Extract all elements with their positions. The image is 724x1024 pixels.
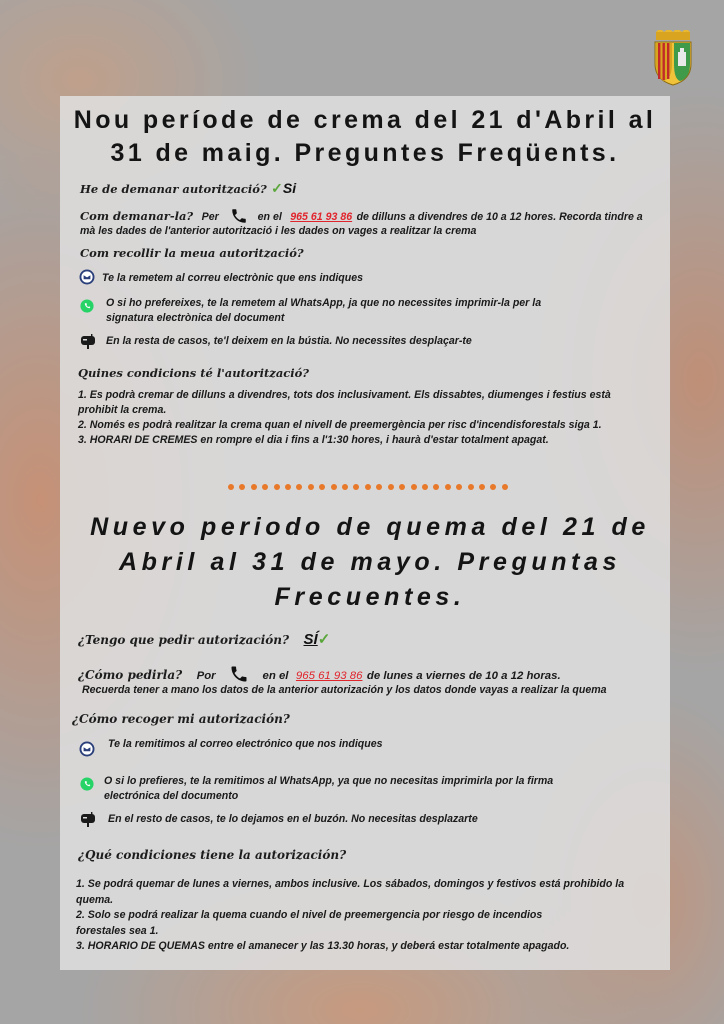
catalan-option-whatsapp: O si ho prefereixes, te la remetem al WhatsApp, ja que no necessites imprimir-la per la signatura electrònica del document <box>106 297 542 324</box>
phone-icon <box>228 664 250 684</box>
spanish-option-whatsapp: O si lo prefieres, te la remitimos al WhatsApp, ya que no necesitas imprimirla por la firma electrónica del documento <box>104 775 554 802</box>
check-icon: ✓ <box>317 631 331 648</box>
municipal-crest-icon <box>652 30 694 86</box>
catalan-phone-link[interactable]: 965 61 93 86 <box>290 211 353 223</box>
catalan-title: Nou període de crema del 21 d'Abril al 31 de maig. Preguntes Freqüents. <box>73 106 657 167</box>
mailbox-icon <box>80 811 96 827</box>
phone-icon <box>229 207 249 225</box>
catalan-q2-row: Com demanar-la? Per en el 965 61 93 86 de dilluns a divendres de 10 a 12 hores. Recorda tindre a <box>80 209 643 223</box>
catalan-q2: Com demanar-la? <box>80 209 194 223</box>
spanish-phone-link[interactable]: 965 61 93 86 <box>295 670 363 682</box>
spanish-a1: SÍ <box>303 631 318 648</box>
catalan-q1-row <box>80 180 296 198</box>
spanish-conditions: 1. Se podrá quemar de lunes a viernes, ambos inclusive. Los sábados, domingos y festivos está prohibido la quema. 2. Solo se podrá realizar la quema cuando el nivel de preemergencia por riesgo de incendios forestales sea 1. 3. HORARIO DE QUEMAS entre el amanecer y las 13.30 horas, y deberá estar totalmente apagado. <box>76 878 625 952</box>
catalan-q2-line2: mà les dades de l'anterior autorització i les dades on vages a realitzar la crema <box>80 225 477 237</box>
spanish-option-mailbox: En el resto de casos, te lo dejamos en el buzón. No necesitas desplazarte <box>108 813 478 825</box>
spanish-q1: ¿Tengo que pedir autorización? <box>78 633 290 647</box>
spanish-q2-row: ¿Cómo pedirla? Por en el 965 61 93 86 de lunes a viernes de 10 a 12 horas. <box>78 664 561 684</box>
email-circle-icon <box>79 741 95 757</box>
spanish-q3: ¿Cómo recoger mi autorización? <box>72 712 290 726</box>
check-icon: ✓ <box>271 180 283 196</box>
spanish-option-email: Te la remitimos al correo electrónico que nos indiques <box>108 738 383 750</box>
spanish-q1-row <box>78 630 330 649</box>
spanish-q2-line2: Recuerda tener a mano los datos de la anterior autorización y los datos donde vayas a realizar la quema <box>82 684 607 696</box>
spanish-q4: ¿Qué condiciones tiene la autorización? <box>78 848 347 862</box>
catalan-q1: He de demanar autorització? <box>80 182 267 196</box>
mailbox-icon <box>80 333 96 349</box>
catalan-option-email: Te la remetem al correu electrònic que ens indiques <box>102 272 364 284</box>
section-separator <box>228 484 508 494</box>
whatsapp-icon <box>80 777 94 791</box>
catalan-a1: Si <box>282 180 297 196</box>
catalan-q4: Quines condicions té l'autorització? <box>78 366 310 380</box>
spanish-q2: ¿Cómo pedirla? <box>78 668 183 682</box>
catalan-q3: Com recollir la meua autorització? <box>80 246 304 260</box>
catalan-conditions: 1. Es podrà cremar de dilluns a divendres, tots dos inclusivament. Els dissabtes, diumenges i festius està prohibit la crema. 2. Només es podrà realitzar la crema quan el nivell de preemergència per risc d'incendisforestals siga 1. 3. HORARI DE CREMES en rompre el dia i fins a l'1:30 hores, i haurà d'estar totalment apagat. <box>78 389 611 446</box>
email-circle-icon <box>79 269 95 285</box>
whatsapp-icon <box>80 299 94 313</box>
spanish-title: Nuevo periodo de quema del 21 de Abril al 31 de mayo. Preguntas Frecuentes. <box>90 513 650 611</box>
catalan-option-mailbox: En la resta de casos, te'l deixem en la bústia. No necessites desplaçar-te <box>106 335 472 347</box>
